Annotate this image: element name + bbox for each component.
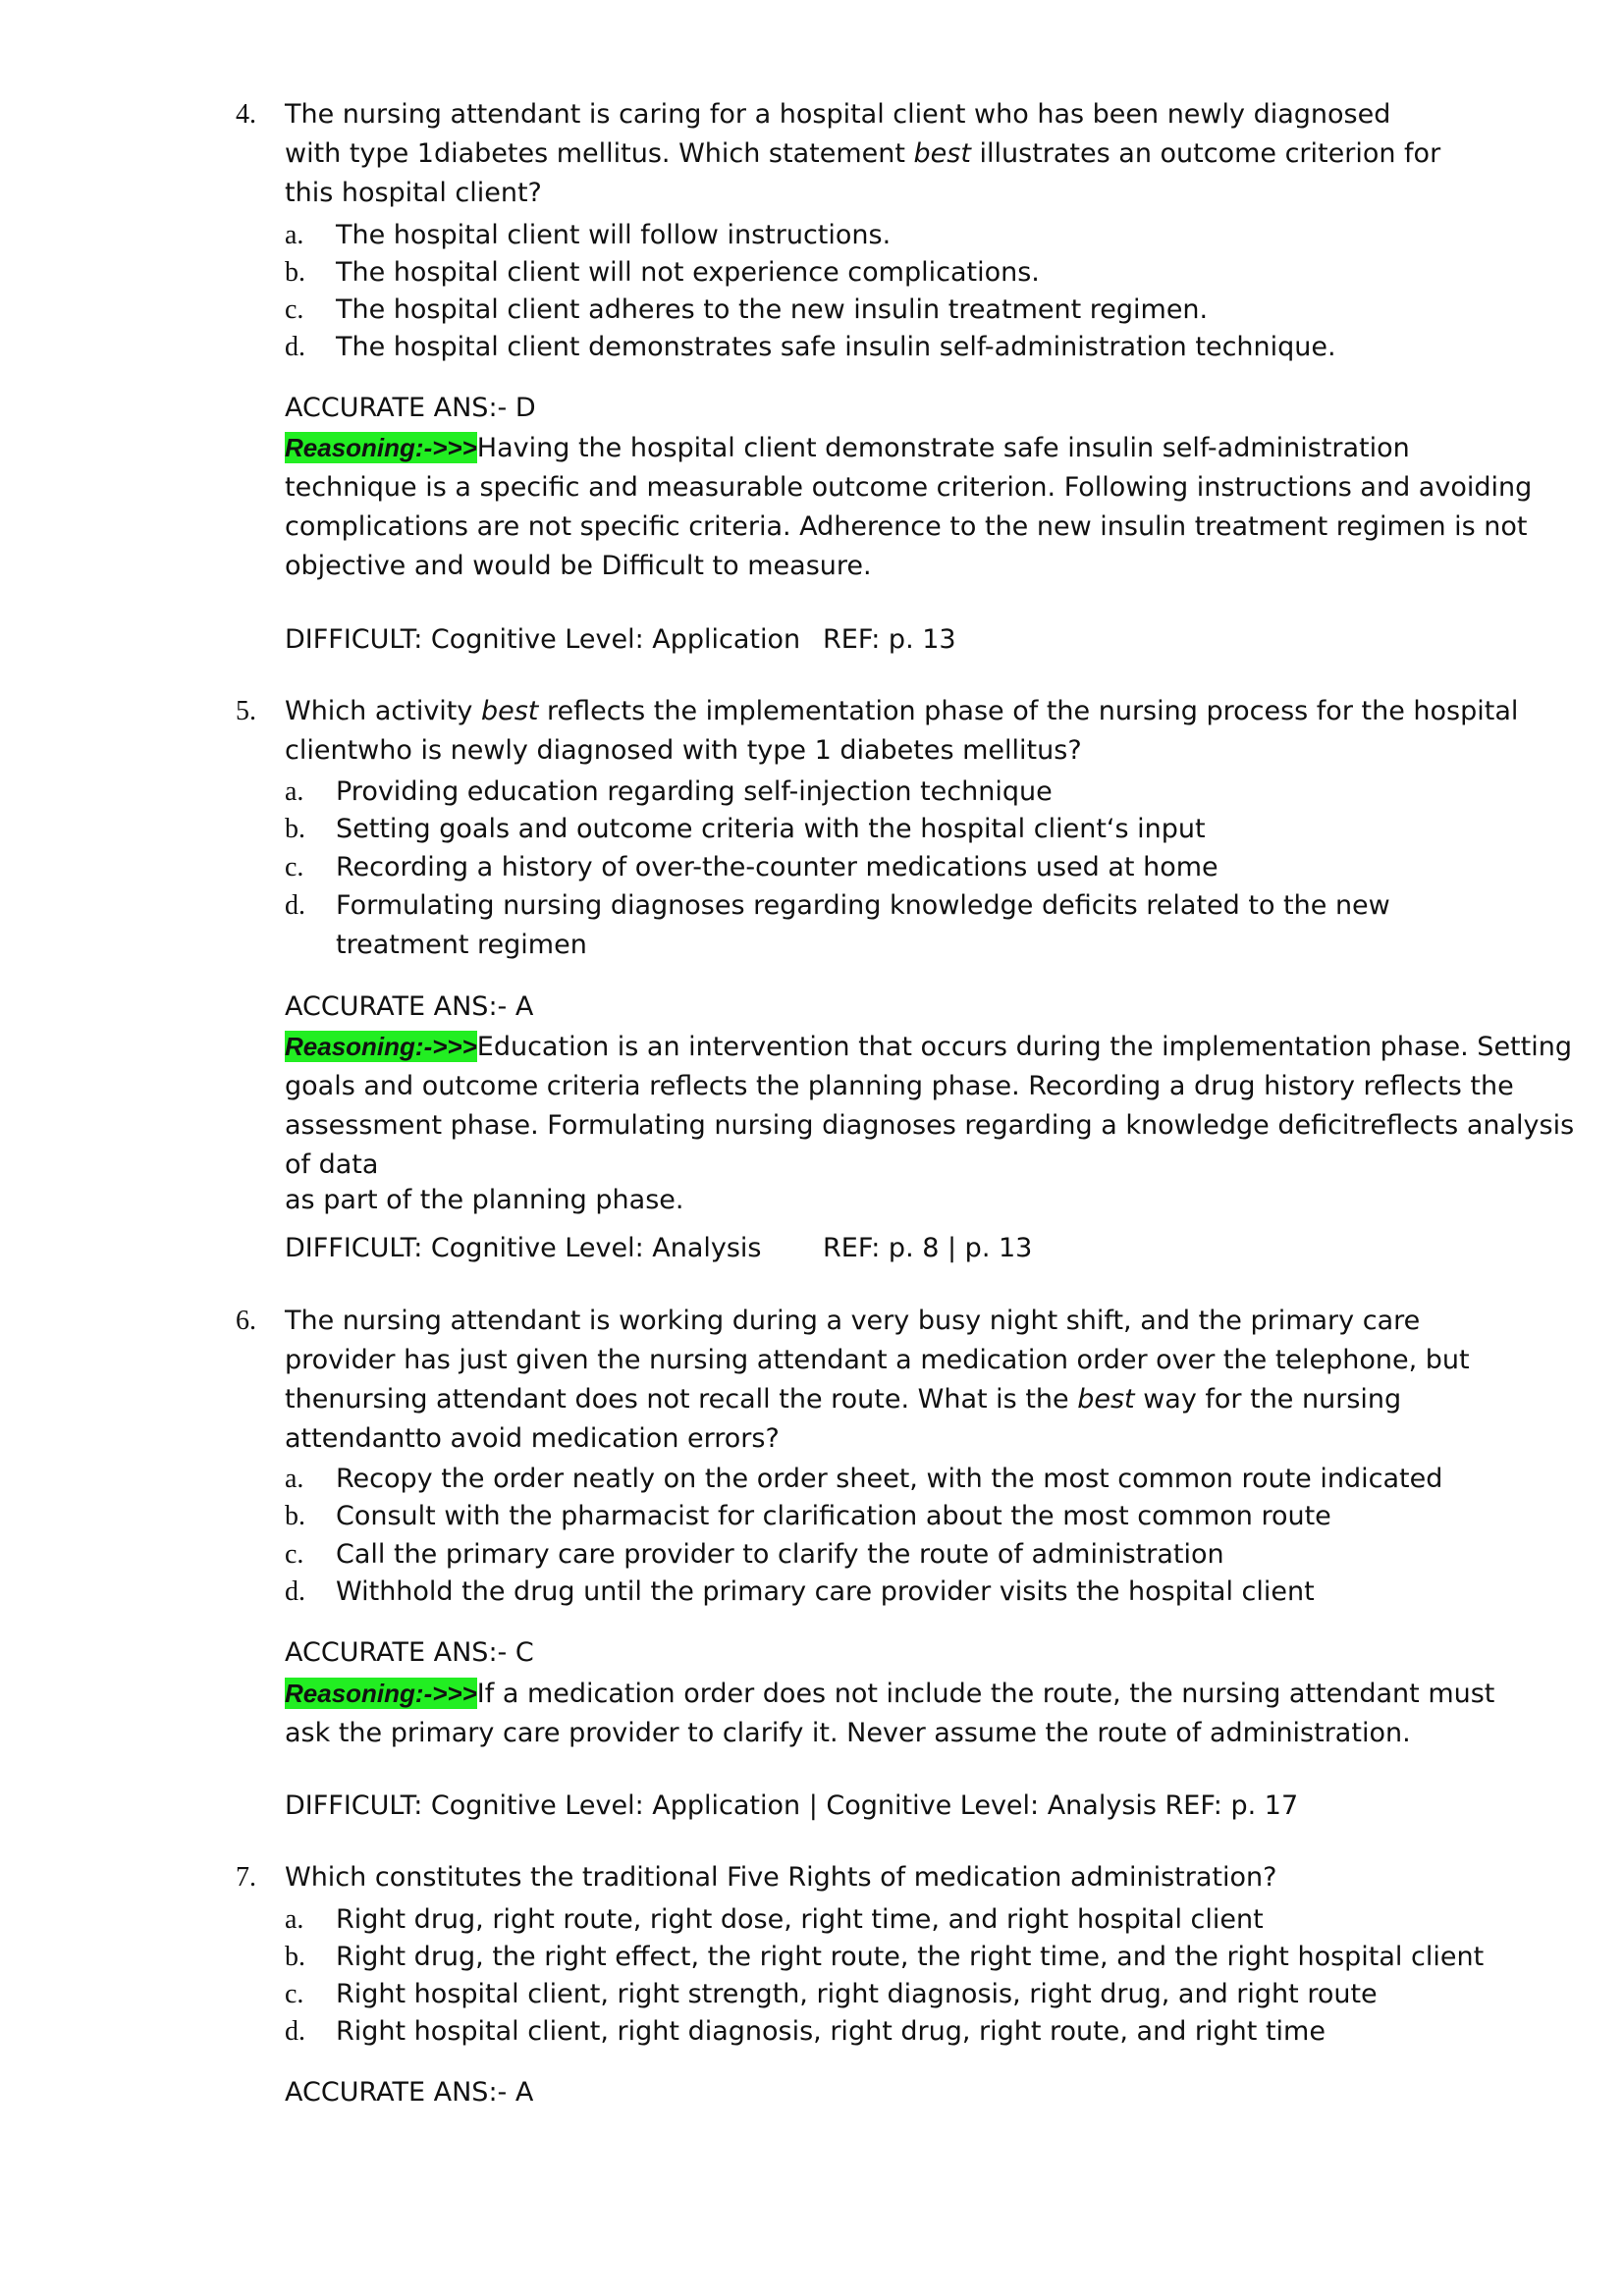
reasoning: Reasoning:->>>If a medication order does not include the route, the nursing attendant must ask the primary care provider to clarify it. Never assume the route of administration.	[285, 1679, 1495, 1748]
reference: REF: p. 13	[823, 624, 956, 655]
question-number: 4.	[236, 99, 256, 130]
reasoning: Reasoning:->>>Having the hospital client demonstrate safe insulin self-administration technique is a specific and measurable outcome criterion. Following instructions and avoiding complications are not specific criteria. Adherence to the new insulin treatment regimen is not objective and would be Difficult to measure.	[285, 433, 1533, 581]
question-stem: Which activity best reflects the implementation phase of the nursing process for the hospital clientwho is newly diagnosed with type 1 diabetes mellitus?	[285, 696, 1519, 766]
answer-line: ACCURATE ANS:- C	[285, 1637, 534, 1668]
question-stem: The nursing attendant is caring for a hospital client who has been newly diagnosed with type 1diabetes mellitus. Which statement best illustrates an outcome criterion for this hospital client?	[285, 99, 1441, 208]
difficulty-line: DIFFICULT: Cognitive Level: Analysis REF: p. 8 | p. 13	[285, 1229, 762, 1268]
question-stem: The nursing attendant is working during a very busy night shift, and the primary care provider has just given the nursing attendant a medication order over the telephone, but thenursing attendant does not recall the route. What is the best way for the nursing attendantto avoid medication errors?	[285, 1306, 1470, 1454]
reference: REF: p. 8 | p. 13	[823, 1233, 1033, 1263]
difficulty-line: DIFFICULT: Cognitive Level: Application | Cognitive Level: Analysis REF: p. 17	[285, 1790, 1299, 1821]
difficulty-line: DIFFICULT: Cognitive Level: Application REF: p. 13	[285, 620, 800, 660]
reasoning-tag: Reasoning:->>>	[285, 1679, 477, 1708]
reasoning-tag: Reasoning:->>>	[285, 1032, 477, 1061]
answer-line: ACCURATE ANS:- D	[285, 393, 536, 423]
question-stem: Which constitutes the traditional Five Rights of medication administration?	[285, 1862, 1277, 1893]
reasoning-tag: Reasoning:->>>	[285, 433, 477, 462]
reasoning: Reasoning:->>>Education is an intervention that occurs during the implementation phase. Setting goals and outcome criteria reflects the planning phase. Recording a drug history reflects the assessment phase. Formulating nursing diagnoses regarding a knowledge deficitreflects analysis of data as part of the planning phase.	[285, 1032, 1575, 1215]
document-page: 4. The nursing attendant is caring for a hospital client who has been newly diagnosed with type 1diabetes mellitus. Which statement best illustrates an outcome criterion for this hospital client? a. The hospital client will follow instructions. b. The hospital client will not experience complications. c. The hospital client adheres to the new insulin treatment regimen. d. The hospital client demonstrates safe insulin self-administration technique. ACCURATE ANS:- D Reasoning:->>>Having the hospital client demonstrate safe insulin self-administration technique is a specific and measurable outcome criterion. Following instructions and avoiding complications are not specific criteria. Adherence to the new insulin treatment regimen is not objective and would be Difficult to measure. DIFFICULT: Cognitive Level: Application REF: p. 13 5. Which activity best reflects the implementation phase of the nursing process for the hospital clientwho is newly diagnosed with type 1 diabetes mellitus? a. Providing education regarding self-injection technique b. Setting goals and outcome criteria with the hospital client‘s input c. Recording a history of over-the-counter medications used at home d. Formulating nursing diagnoses regarding knowledge deficits related to the new treatment regimen ACCURATE ANS:- A Reasoning:->>>Education is an intervention that occurs during the implementation phase. Setting goals and outcome criteria reflects the planning phase. Recording a drug history reflects the assessment phase. Formulating nursing diagnoses regarding a knowledge deficitreflects analysis of data as part of the planning phase. DIFFICULT: Cognitive Level: Analysis REF: p. 8 | p. 13 6. The nursing attendant is working during a very busy night shift, and the primary care provider has just given the nursing attendant a medication order over the telephone, but thenursing attendant does not recall the route. What is the best way for the nursing attendantto avoid medication errors? a. Recopy the order neatly on the order sheet, with the most common route indicated b. Consult with the pharmacist for clarification about the most common route c. Call the primary care provider to clarify the route of administration d. Withhold the drug until the primary care provider visits the hospital client ACCURATE ANS:- C Reasoning:->>>If a medication order does not include the route, the nursing attendant must ask the primary care provider to clarify it. Never assume the route of administration. DIFFICULT: Cognitive Level: Application | Cognitive Level: Analysis REF: p. 17 7. Which constitutes the traditional Five Rights of medication administration? a. Right drug, right route, right dose, right time, and right hospital client b. Right drug, the right effect, the right route, the right time, and the right hospital client c. Right hospital client, right strength, right diagnosis, right drug, and right route d. Right hospital client, right diagnosis, right drug, right route, and right time ACCURATE ANS:- A	[0, 0, 1624, 2296]
answer-line: ACCURATE ANS:- A	[285, 2077, 534, 2108]
answer-line: ACCURATE ANS:- A	[285, 991, 534, 1022]
